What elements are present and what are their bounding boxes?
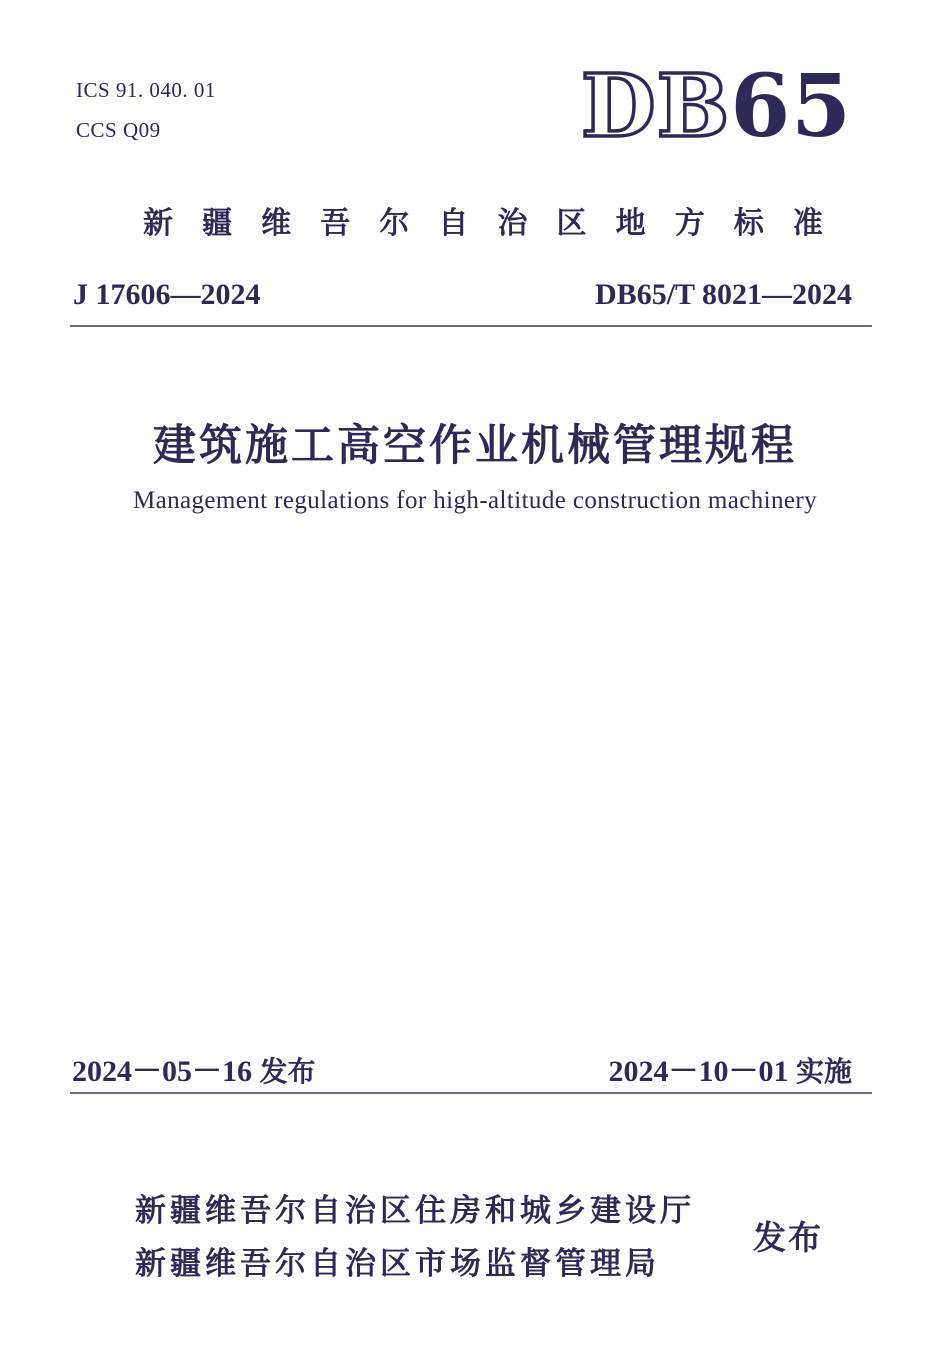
effective-date-suffix: 实施	[795, 1055, 852, 1088]
standard-type-heading	[143, 198, 823, 242]
standard-type-char: 吾	[320, 206, 351, 241]
standard-type-char: 维	[261, 206, 292, 241]
standard-number: DB65/T 8021—2024	[595, 278, 852, 311]
ccs-code: CCS Q09	[76, 118, 161, 142]
publish-label: 发布	[753, 1218, 823, 1257]
standard-type-char: 方	[674, 206, 705, 241]
standard-type-char: 区	[556, 206, 587, 241]
db65-logo	[581, 56, 852, 157]
issue-date-value: 2024－05－16	[72, 1055, 252, 1088]
issuer-housing-department: 新疆维吾尔自治区住房和城乡建设厅	[135, 1193, 695, 1229]
standard-type-char: 自	[438, 206, 469, 241]
issue-date	[72, 1046, 316, 1090]
document-title-zh: 建筑施工高空作业机械管理规程	[153, 421, 797, 471]
record-number: J 17606—2024	[73, 278, 261, 311]
effective-date-value: 2024－10－01	[608, 1055, 789, 1088]
document-title-en: Management regulations for high-altitude construction machinery	[132, 487, 818, 514]
issue-date-suffix: 发布	[259, 1055, 316, 1088]
logo-db-text: DB	[581, 56, 731, 157]
standard-type-char: 准	[792, 206, 823, 241]
ics-code: ICS 91. 040. 01	[76, 78, 216, 102]
standard-type-char: 治	[497, 206, 528, 241]
top-divider	[70, 325, 872, 327]
standard-type-char: 标	[733, 206, 764, 241]
standard-type-char: 地	[615, 206, 646, 241]
logo-65-text: 65	[730, 56, 852, 157]
effective-date	[608, 1046, 852, 1090]
bottom-divider	[70, 1092, 872, 1094]
issuer-market-supervision: 新疆维吾尔自治区市场监督管理局	[135, 1246, 660, 1282]
standard-type-char: 新	[143, 206, 173, 241]
standard-type-char: 尔	[379, 206, 410, 241]
standard-type-char: 疆	[202, 206, 233, 241]
